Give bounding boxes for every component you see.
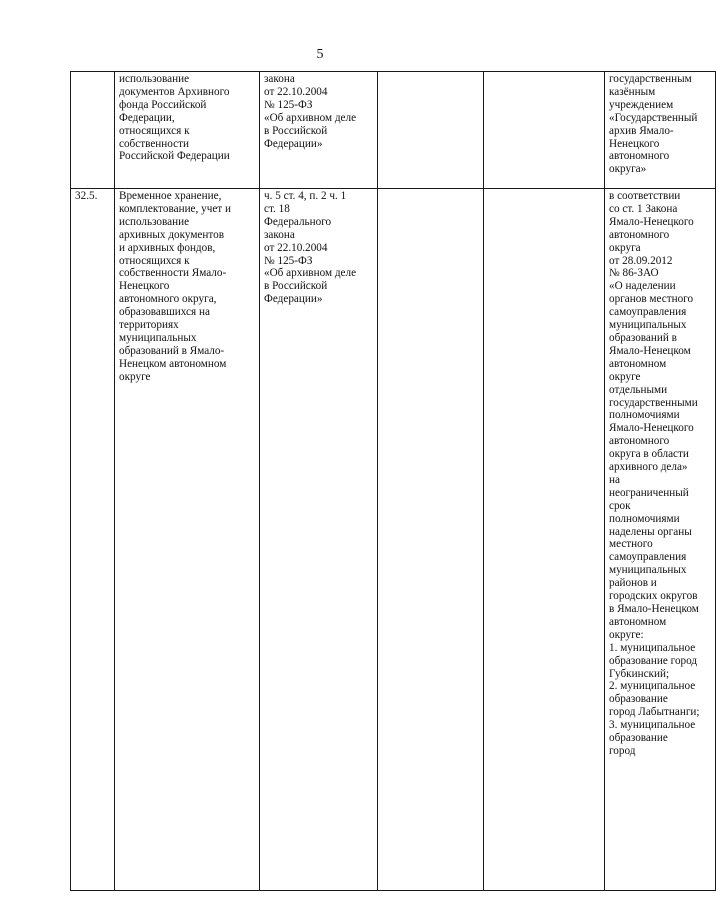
table-row	[71, 189, 716, 891]
empty-cell	[484, 189, 605, 891]
executor-cell: государственным казённым учреждением «Государственный архив Ямало- Ненецкого автономного округа»	[605, 72, 716, 189]
description-cell: Временное хранение, комплектование, учет и использование архивных документов и архивных фондов, относящихся к собственности Ямало- Ненецкого автономного округа, образовавшихся на территориях муниципальных образований в Ямало- Ненецком автономном округе	[115, 189, 260, 891]
empty-cell	[484, 72, 605, 189]
table-row	[71, 72, 716, 189]
row-number-cell: 32.5.	[71, 189, 115, 891]
powers-table	[70, 71, 716, 891]
legal-basis-cell: закона от 22.10.2004 № 125-ФЗ «Об архивном деле в Российской Федерации»	[260, 72, 378, 189]
description-cell: использование документов Архивного фонда Российской Федерации, относящихся к собственности Российской Федерации	[115, 72, 260, 189]
empty-cell	[378, 189, 484, 891]
legal-basis-cell: ч. 5 ст. 4, п. 2 ч. 1 ст. 18 Федерального закона от 22.10.2004 № 125-ФЗ «Об архивном деле в Российской Федерации»	[260, 189, 378, 891]
empty-cell	[378, 72, 484, 189]
row-number-cell	[71, 72, 115, 189]
executor-cell: в соответствии со ст. 1 Закона Ямало-Ненецкого автономного округа от 28.09.2012 № 86-ЗАО «О наделении органов местного самоуправления муниципальных образований в Ямало-Ненецком автономном округе отдельными государственными полномочиями Ямало-Ненецкого автономного округа в области архивного дела» на неограниченный срок полномочиями наделены органы местного самоуправления муниципальных районов и городских округов в Ямало-Ненецком автономном округе: 1. муниципальное образование город Губкинский; 2. муниципальное образование город Лабытнанги; 3. муниципальное образование город	[605, 189, 716, 891]
page-number: 5	[316, 47, 324, 62]
